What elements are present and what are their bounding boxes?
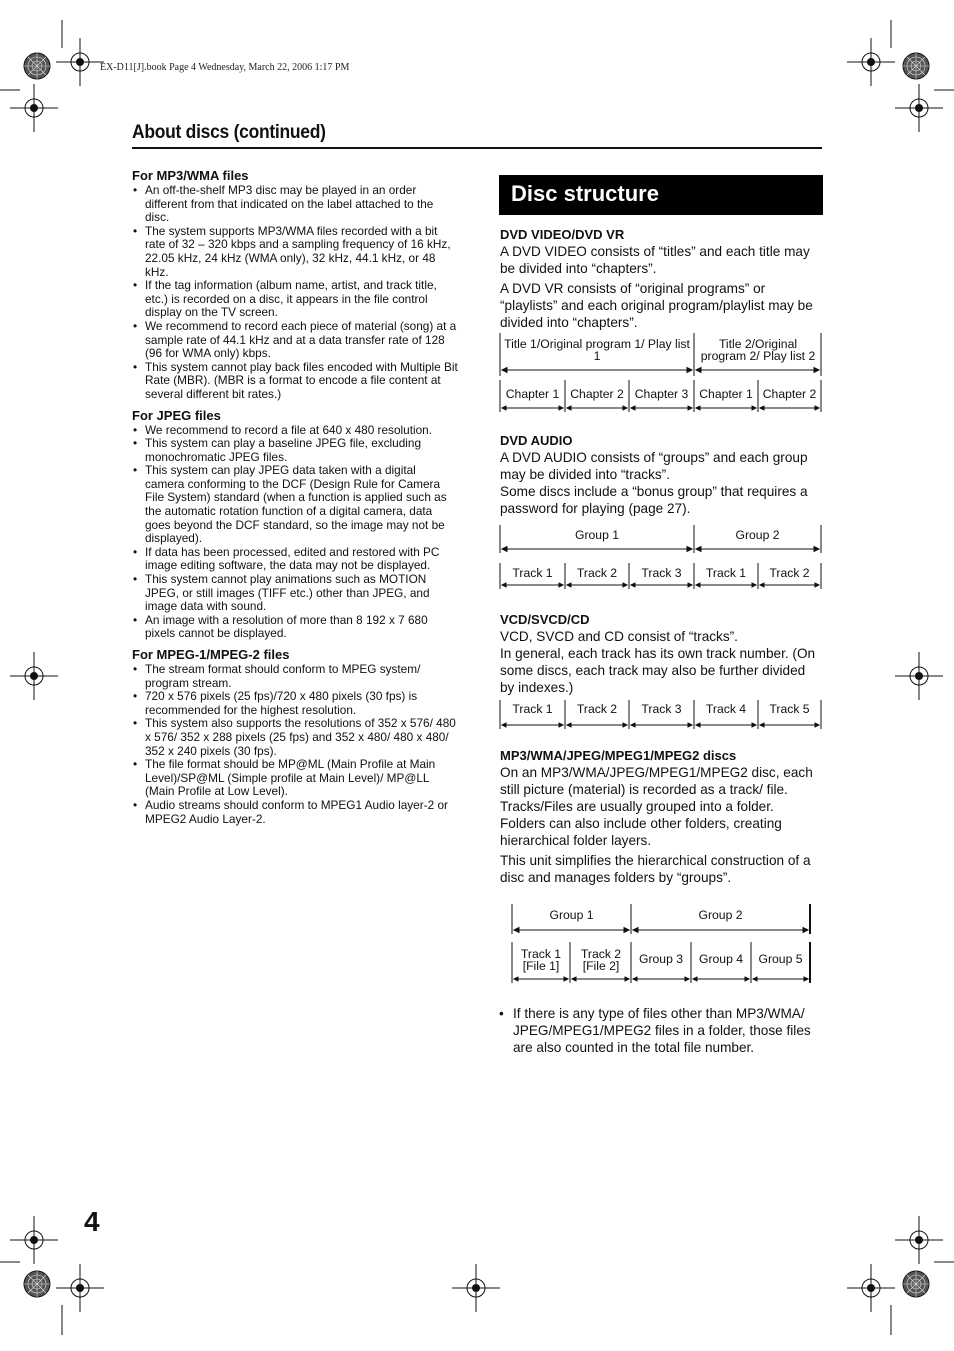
section-title-bar — [499, 175, 823, 215]
dvd-audio-text-2: Some discs include a “bonus group” that requires a password for playing (page 27). — [500, 484, 808, 516]
diagram-label: Chapter 3 — [634, 387, 689, 401]
list-item: • This system can play a baseline JPEG file, excluding monochromatic JPEG files. — [132, 437, 458, 464]
diagram-label: Group 3 — [638, 952, 684, 966]
diagram-label: Group 2 — [735, 528, 780, 542]
jpeg-list — [132, 424, 458, 642]
diagram-label: Track 1 — [512, 702, 553, 716]
target-bottom-left — [24, 1271, 50, 1297]
diagram-label: Group 1 — [549, 908, 594, 922]
diagram-label: Track 3 — [641, 702, 682, 716]
list-item: • The stream format should conform to MPEG system/ program stream. — [132, 663, 458, 690]
dvd-video-text-2: A DVD VR consists of “original programs” or “playlists” and each original program/playlist may be divided into “chapters”. — [500, 281, 813, 330]
list-item: • This system cannot play animations such as MOTION JPEG, or still images (TIFF etc.) other than JPEG, and image data with sound. — [132, 573, 458, 614]
diagram-label: Track 2 — [576, 566, 618, 580]
target-top-right — [903, 53, 929, 79]
diagram-label: Chapter 2 — [762, 387, 817, 401]
list-item: • 720 x 576 pixels (25 fps)/720 x 480 pixels (30 fps) is recommended for the highest resolution. — [132, 690, 458, 717]
mp3-wma-heading: For MP3/WMA files — [132, 168, 249, 183]
target-top-left — [24, 53, 50, 79]
mp3-disc-heading: MP3/WMA/JPEG/MPEG1/MPEG2 discs — [500, 748, 737, 763]
list-item: • We recommend to record each piece of material (song) at a sample rate of 44.1 kHz and at a data transfer rate of 128 (96 for WMA only) kbps. — [132, 320, 458, 361]
mpeg-list — [132, 663, 458, 826]
list-item: • If the tag information (album name, artist, and track title, etc.) is recorded on a disc, it appears in the file control display on the TV screen. — [132, 279, 458, 320]
section-title: Disc structure — [511, 181, 659, 206]
diagram-label: Title 2/Original program 2/ Play list 2 — [700, 337, 816, 363]
list-item: • Audio streams should conform to MPEG1 Audio layer-2 or MPEG2 Audio Layer-2. — [132, 799, 458, 826]
diagram-label: Group 2 — [698, 908, 743, 922]
diagram-label: Chapter 1 — [505, 387, 560, 401]
diagram-label: Track 5 — [769, 702, 810, 716]
diagram-label: Track 4 — [705, 702, 747, 716]
diagram-label: Group 5 — [758, 952, 803, 966]
list-item: • We recommend to record a file at 640 x 480 resolution. — [132, 424, 458, 438]
vcd-text-2: In general, each track has its own track number. (On some discs, each track may also be further divided by indexes.) — [500, 646, 816, 695]
list-item: • An off-the-shelf MP3 disc may be played in an order different from that indicated on the label attached to the disc. — [132, 184, 458, 225]
diagram-label: Group 1 — [574, 528, 620, 542]
list-item: • If data has been processed, edited and restored with PC image editing software, the data may not be displayed. — [132, 546, 458, 573]
dvd-video-heading: DVD VIDEO/DVD VR — [500, 227, 625, 242]
header-rule — [132, 147, 822, 149]
left-column — [132, 168, 458, 826]
list-item: • This system can play JPEG data taken with a digital camera conforming to the DCF (Design Rule for Camera File System) standard (when a function is applied such as the automatic rotation function of a digital camera, data goes beyond the DCF standard, so the image may not be displayed). — [132, 464, 458, 546]
list-item: • An image with a resolution of more than 8 192 x 7 680 pixels cannot be displayed. — [132, 614, 458, 641]
dvd-video-section — [500, 227, 822, 331]
mp3-disc-text-2: This unit simplifies the hierarchical construction of a disc and manages folders by “groups”. — [500, 853, 811, 885]
diagram-label: Track 3 — [641, 566, 682, 580]
diagram-label: Chapter 1 — [699, 387, 753, 401]
target-bottom-right — [903, 1271, 929, 1297]
dvd-audio-section — [500, 433, 822, 517]
diagram-label: Track 1 [File 1] — [520, 947, 562, 973]
diagram-label: Track 2 — [769, 566, 810, 580]
dvd-audio-text-1: A DVD AUDIO consists of “groups” and each group may be divided into “tracks”. — [500, 450, 808, 482]
mp3-disc-note: • If there is any type of files other than MP3/WMA/ JPEG/MPEG1/MPEG2 files in a folder, those files are also counted in the total file number. — [499, 1005, 822, 1056]
mpeg-heading: For MPEG-1/MPEG-2 files — [132, 647, 290, 662]
mp3-disc-text-1: On an MP3/WMA/JPEG/MPEG1/MPEG2 disc, each still picture (material) is recorded as a track/ file. Tracks/Files are usually grouped into a folder. Folders can also include other folders, creating hierarchical folder layers. — [500, 765, 813, 848]
list-item: • This system cannot play back files encoded with Multiple Bit Rate (MBR). (MBR is a format to encode a file content at several different bit rates.) — [132, 361, 458, 402]
page-number: 4 — [84, 1206, 100, 1237]
diagram-label: Track 1 — [705, 566, 747, 580]
diagram-label: Track 2 — [576, 702, 618, 716]
diagram-label: Track 2 [File 2] — [580, 947, 622, 973]
diagram-label: Title 1/Original program 1/ Play list 1 — [504, 337, 690, 363]
vcd-heading: VCD/SVCD/CD — [500, 612, 590, 627]
list-item: • The system supports MP3/WMA files recorded with a bit rate of 32 – 320 kbps and a sampling frequency of 16 kHz, 22.05 kHz, 24 kHz (WMA only), 32 kHz, 44.1 kHz, or 48 kHz. — [132, 225, 458, 279]
dvd-audio-heading: DVD AUDIO — [500, 433, 573, 448]
vcd-text-1: VCD, SVCD and CD consist of “tracks”. — [500, 629, 738, 644]
mp3-wma-list — [132, 184, 458, 402]
print-line: EX-D11[J].book Page 4 Wednesday, March 22, 2006 1:17 PM — [100, 62, 350, 73]
mp3-disc-section — [500, 748, 822, 886]
list-item: • The file format should be MP@ML (Main Profile at Main Level)/SP@ML (Simple profile at Main Level)/ MP@LL (Main Profile at Low Level). — [132, 758, 458, 799]
list-item: • This system also supports the resolutions of 352 x 576/ 480 x 576/ 352 x 288 pixels (25 fps) and 352 x 480/ 480 x 480/ 352 x 240 pixels (30 fps). — [132, 717, 458, 758]
dvd-video-text-1: A DVD VIDEO consists of “titles” and each title may be divided into “chapters”. — [500, 244, 810, 276]
page-header: About discs (continued) — [132, 122, 326, 143]
diagram-label: Track 1 — [512, 566, 553, 580]
diagram-label: Chapter 2 — [570, 387, 624, 401]
jpeg-heading: For JPEG files — [132, 407, 221, 423]
vcd-section — [500, 612, 822, 696]
diagram-label: Group 4 — [698, 952, 744, 966]
